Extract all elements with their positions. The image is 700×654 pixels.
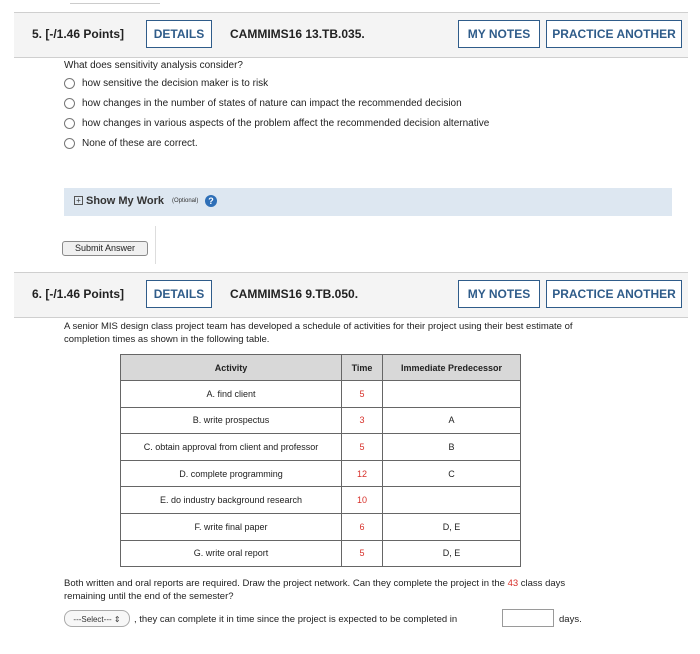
activity-cell: E. do industry background research — [121, 487, 342, 514]
header-activity: Activity — [121, 355, 342, 381]
time-cell: 5 — [342, 434, 383, 461]
q5-prompt: What does sensitivity analysis consider? — [64, 60, 243, 71]
q5-option-2-label: how changes in the number of states of nature can impact the recommended decision — [82, 98, 462, 109]
answer-mid-text: , they can complete it in time since the project is expected to be completed in — [134, 614, 458, 625]
q6-question-line-2: remaining until the end of the semester? — [64, 591, 234, 602]
q6-my-notes-button[interactable]: MY NOTES — [458, 280, 540, 308]
q5-option-4-label: None of these are correct. — [82, 138, 198, 149]
activity-cell: G. write oral report — [121, 540, 342, 567]
predecessor-cell: A — [383, 407, 521, 434]
q6-question-text-b: class days — [520, 578, 566, 589]
time-cell: 5 — [342, 381, 383, 408]
q6-question-code: CAMMIMS16 9.TB.050. — [230, 287, 359, 301]
q5-my-notes-button[interactable]: MY NOTES — [458, 20, 540, 48]
activity-cell: A. find client — [121, 381, 342, 408]
question-6-header — [14, 272, 688, 318]
time-cell: 6 — [342, 513, 383, 540]
select-arrow-icon: ⇕ — [113, 615, 121, 624]
select-value: ---Select--- — [73, 615, 112, 624]
activity-cell: D. complete programming — [121, 460, 342, 487]
help-icon[interactable]: ? — [205, 195, 217, 207]
predecessor-cell: D, E — [383, 513, 521, 540]
q5-option-3-label: how changes in various aspects of the problem affect the recommended decision alternative — [82, 118, 490, 129]
activity-table — [120, 354, 521, 567]
activity-cell: F. write final paper — [121, 513, 342, 540]
predecessor-cell: D, E — [383, 540, 521, 567]
q5-option-1-label: how sensitive the decision maker is to risk — [82, 78, 269, 89]
q5-option-1[interactable] — [64, 78, 268, 89]
time-cell: 12 — [342, 460, 383, 487]
answer-select[interactable] — [64, 610, 130, 627]
table-row — [121, 434, 521, 461]
table-row — [121, 407, 521, 434]
q5-option-4[interactable] — [64, 138, 198, 149]
time-cell: 5 — [342, 540, 383, 567]
activity-cell: C. obtain approval from client and professor — [121, 434, 342, 461]
question-6-points: 6. [-/1.46 Points] — [32, 287, 125, 301]
q6-question-text-a: Both written and oral reports are required. Draw the project network. Can they complete the project in the — [64, 578, 505, 589]
submit-answer-button[interactable]: Submit Answer — [62, 241, 148, 256]
radio-button[interactable] — [64, 78, 75, 89]
q6-details-button[interactable]: DETAILS — [146, 280, 212, 308]
days-input[interactable] — [502, 609, 554, 627]
table-row — [121, 487, 521, 514]
q6-intro-line-2: completion times as shown in the following table. — [64, 334, 270, 345]
q6-practice-another-button[interactable]: PRACTICE ANOTHER — [546, 280, 682, 308]
expand-icon[interactable]: + — [74, 196, 83, 205]
radio-button[interactable] — [64, 118, 75, 129]
predecessor-cell — [383, 487, 521, 514]
q6-question — [64, 577, 565, 603]
table-header-row — [121, 355, 521, 381]
time-cell: 3 — [342, 407, 383, 434]
time-cell: 10 — [342, 487, 383, 514]
header-predecessor: Immediate Predecessor — [383, 355, 521, 381]
table-row — [121, 460, 521, 487]
class-days-value: 43 — [507, 578, 519, 589]
show-my-work-label: Show My Work — [86, 195, 165, 207]
radio-button[interactable] — [64, 98, 75, 109]
table-row — [121, 540, 521, 567]
table-row — [121, 381, 521, 408]
question-5-header — [14, 12, 688, 58]
q6-intro — [64, 320, 573, 346]
optional-label: (Optional) — [172, 198, 199, 204]
q5-option-3[interactable] — [64, 118, 489, 129]
activity-cell: B. write prospectus — [121, 407, 342, 434]
q5-practice-another-button[interactable]: PRACTICE ANOTHER — [546, 20, 682, 48]
predecessor-cell: B — [383, 434, 521, 461]
radio-button[interactable] — [64, 138, 75, 149]
predecessor-cell: C — [383, 460, 521, 487]
predecessor-cell — [383, 381, 521, 408]
divider — [155, 226, 156, 264]
show-my-work-bar[interactable] — [64, 188, 672, 216]
answer-end-text: days. — [559, 614, 582, 625]
q5-question-code: CAMMIMS16 13.TB.035. — [230, 27, 365, 41]
header-time: Time — [342, 355, 383, 381]
question-5-points: 5. [-/1.46 Points] — [32, 27, 125, 41]
table-row — [121, 513, 521, 540]
q6-intro-line-1: A senior MIS design class project team has developed a schedule of activities for their project using their best estimate of — [64, 321, 573, 332]
top-edge — [0, 0, 700, 12]
q5-option-2[interactable] — [64, 98, 462, 109]
previous-tab-edge — [70, 0, 160, 4]
q5-details-button[interactable]: DETAILS — [146, 20, 212, 48]
